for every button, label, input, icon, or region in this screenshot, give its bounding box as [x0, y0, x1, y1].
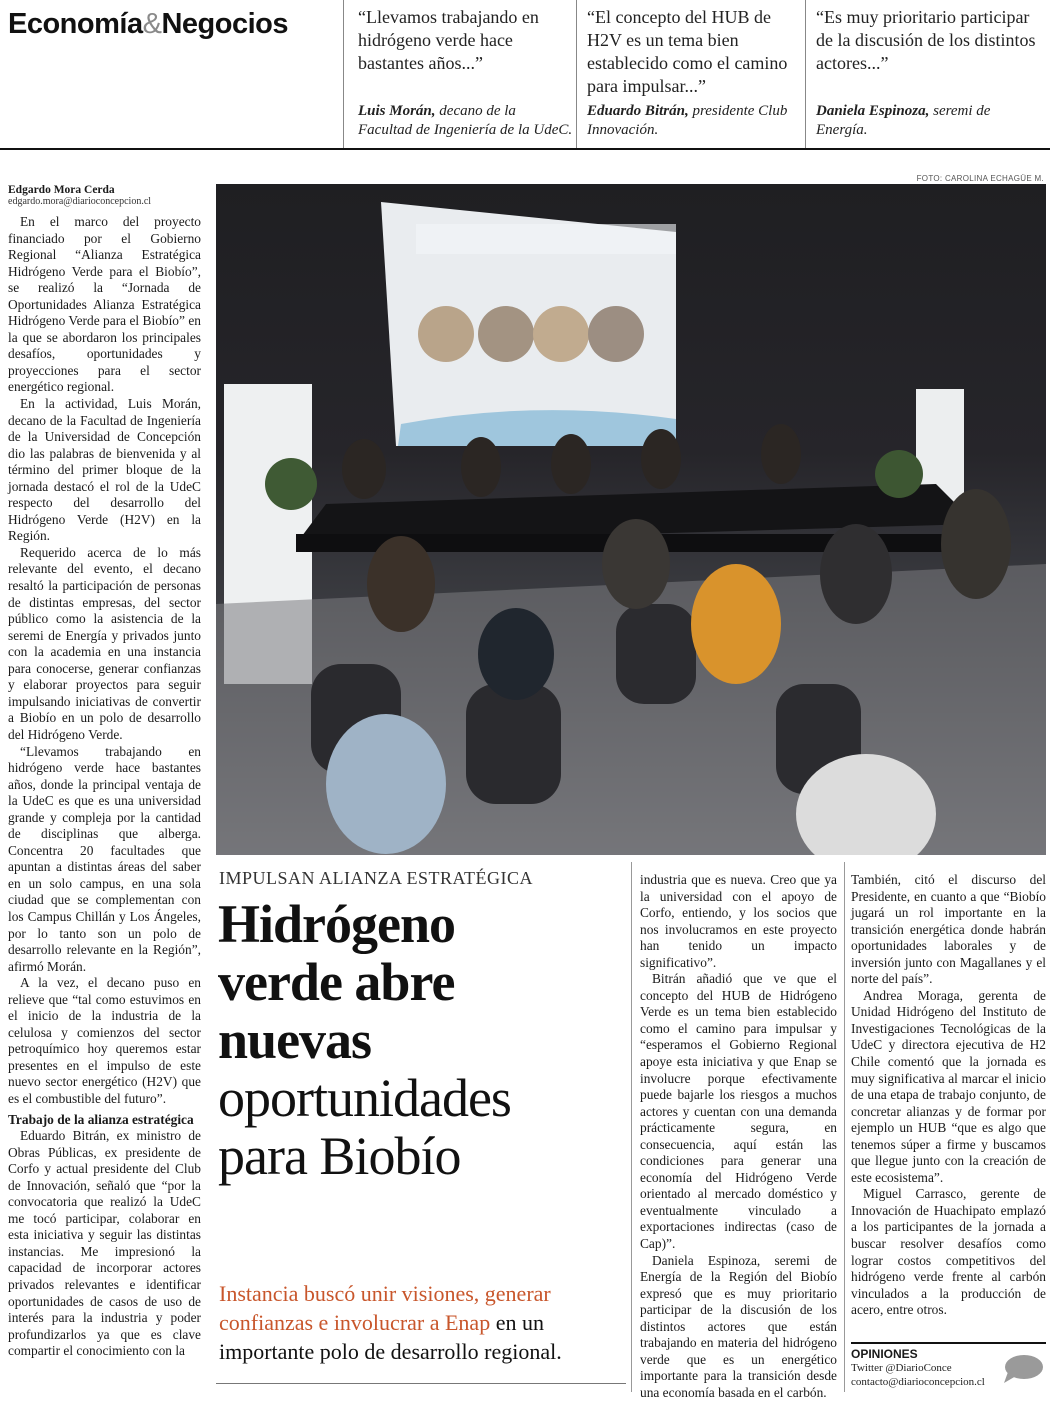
paragraph: “Llevamos trabajando en hidrógeno verde hace bastantes años, donde la principal ventaja de la UdeC es que es una universidad grande y compleja por la cantidad de disciplinas que alberga. Concentra 20 facultades que apuntan a distintas áreas del saber en un solo campus, en una sola ciudad que se complementan con los Campus Chillán y Los Ángeles, por lo tanto son un polo de desarrollo relevante en la Región”, afirmó Morán. [8, 743, 201, 974]
paragraph: También, citó el discurso del Presidente, en cuanto a que “Biobío jugará un rol importante en la transición energética donde habrán oportunidades laborales y de inversión junto con Magallanes y el norte del país”. [851, 872, 1046, 987]
kicker: IMPULSAN ALIANZA ESTRATÉGICA [219, 868, 534, 888]
speaker-portrait [478, 306, 534, 362]
section-title-main: Economía [8, 8, 143, 40]
deck-subtitle [219, 1279, 624, 1366]
headline [218, 895, 628, 1185]
header-divider [343, 0, 344, 148]
deck-rule [216, 1383, 626, 1384]
paragraph: En el marco del proyecto financiado por el Gobierno Regional “Alianza Estratégica Hidrógeno Verde para el Biobío”, se realizó la “Jornada de Oportunidades Alianza Estratégica Hidrógeno Verde para el Biobío” en la que se abordaron los principales desafíos, oportunidades y proyecciones para el sector energético regional. [8, 214, 201, 395]
paragraph: Daniela Espinoza, seremi de Energía de la Región del Biobío expresó que es muy prioritario participar de la discusión de los distintos actores que están trabajando en materia del hidrógeno verde que es un energético importante para la transición desde una economía basada en el carbón. [640, 1252, 837, 1400]
photo-credit: FOTO: CAROLINA ECHAGÜE M. [916, 174, 1044, 183]
pull-quote-author: Daniela Espinoza, seremi de Energía. [816, 103, 991, 138]
speaker-portrait [418, 306, 474, 362]
subheading: Trabajo de la alianza estratégica [8, 1111, 194, 1127]
opinions-twitter[interactable]: Twitter @DiarioConce [851, 1362, 952, 1374]
byline [8, 184, 208, 207]
deck-accent: Instancia buscó unir visiones, generar confianzas e involucrar a Enap [219, 1281, 551, 1335]
event-photo [216, 184, 1046, 855]
paragraph: industria que es nueva. Creo que ya la universidad con el apoyo de Corfo, entiendo, y los socios que nos involucramos en este proyecto han tenido un impacto significativo”. [640, 872, 837, 970]
headline-line: Hidrógeno [218, 894, 456, 954]
paragraph: Eduardo Bitrán, ex ministro de Obras Públicas, ex presidente de Corfo y actual presidente del Club de Innovación, señaló que “por la convocatoria que realizó la UdeC me tocó participar, colaborar en esta iniciativa y seguir las distintas instancias. Me impresionó la capacidad de incorporar actores privados relevantes e identificar oportunidades de casos de uso de interés para la industria y poder profundizarlos ya que es clave compartir el conocimiento con la [8, 1128, 201, 1359]
article-column-right [851, 872, 1046, 1319]
column-divider [631, 862, 632, 1392]
opinions-title: OPINIONES [851, 1347, 918, 1361]
paragraph: Requerido acerca de lo más relevante del evento, el decano resaltó la participación de personas de distintas empresas, del sector público como la asistencia de la seremi de Energía y privados junto con la academia en una instancia para conocerse, generar confianzas y elaborar proyectos para seguir impulsando iniciativas de convertir a Biobío en un polo de desarrollo del Hidrógeno Verde. [8, 544, 201, 742]
header-divider [805, 0, 806, 148]
column-divider [844, 862, 845, 1392]
paragraph: A la vez, el decano puso en relieve que “tal como estuvimos en el inicio de la industria de la celulosa y comienzos del sector petroquímico hoy queremos estar presentes en el impulso de este nuevo sector energético (H2V) que es el combustible del futuro”. [8, 975, 201, 1106]
pull-quote-3 [816, 6, 1036, 146]
paragraph: En la actividad, Luis Morán, decano de la Facultad de Ingeniería de la Universidad de Concepción dio las palabras de bienvenida y al término del primer bloque de la jornada destacó el rol de la UdeC respecto del desarrollo del Hidrógeno Verde (H2V) en la Región. [8, 396, 201, 544]
event-photo-illustration [216, 184, 1046, 855]
speech-bubble-icon [1000, 1354, 1044, 1384]
headline-line: para Biobío [218, 1126, 461, 1186]
page-header [0, 0, 1050, 148]
paragraph: Bitrán añadió que ve que el concepto del HUB de Hidrógeno Verde es un tema bien establecido como el camino para impulsar y “esperamos el Gobierno Regional apoye esta iniciativa y que Enap se involucre porque efectivamente puede bajarle los riesgos a muchos actores y cuentan con una demanda prácticamente segura, en consecuencia, aquí están las condiciones para generar una economía del Hidrógeno Verde orientado al mercado doméstico y eventualmente vinculado a exportaciones indirectas (caso de Cap)”. [640, 971, 837, 1252]
pull-quote-text: “El concepto del HUB de H2V es un tema bien establecido como el camino para impulsar...” [587, 7, 788, 96]
speaker-portrait [533, 306, 589, 362]
section-title-ampersand: & [142, 8, 162, 40]
deck-rest: en un importante polo de desarrollo regional. [219, 1310, 562, 1364]
plant [875, 450, 923, 498]
pull-quote-1 [358, 6, 573, 146]
pull-quote-text: “Es muy prioritario participar de la discusión de los distintos actores...” [816, 7, 1036, 73]
plant [265, 458, 317, 510]
header-divider [576, 0, 577, 148]
pull-quote-text: “Llevamos trabajando en hidrógeno verde hace bastantes años...” [358, 7, 539, 73]
pull-quote-author: Eduardo Bitrán, presidente Club Innovación. [587, 103, 788, 138]
section-title [8, 8, 338, 48]
article-column-left [8, 214, 201, 1360]
article-column-middle [640, 872, 837, 1402]
orange-jacket [691, 564, 781, 684]
paragraph: Andrea Moraga, gerenta de Unidad Hidrógeno del Instituto de Investigaciones Tecnológicas de la UdeC y directora ejecutiva de H2 Chile comentó que la jornada es muy significativa al marcar el inicio de una etapa de trabajo conjunto, de concretar alianzas y de formar por ejemplo un HUB “que es algo que tenemos súper a firme y buscamos que llegue junto con la creación de este ecosistema”. [851, 987, 1046, 1185]
opinions-box [851, 1342, 1046, 1400]
section-title-end: Negocios [161, 8, 288, 40]
pull-quote-2 [587, 6, 802, 146]
pull-quote-author: Luis Morán, decano de la Facultad de Ingeniería de la UdeC. [358, 103, 573, 138]
headline-line: nuevas [218, 1010, 372, 1070]
paragraph: Miguel Carrasco, gerente de Innovación de Huachipato emplazó a los participantes de la jornada a buscar resolver desafíos como lograr costos competitivos del hidrógeno verde frente al carbón vinculados a la producción de acero, entre otros. [851, 1186, 1046, 1318]
headline-line: oportunidades [218, 1068, 511, 1128]
opinions-email[interactable]: contacto@diarioconcepcion.cl [851, 1376, 985, 1388]
speaker-portrait [588, 306, 644, 362]
headline-line: verde abre [218, 952, 455, 1012]
byline-email[interactable]: edgardo.mora@diarioconcepcion.cl [8, 196, 152, 207]
byline-name: Edgardo Mora Cerda [8, 184, 115, 196]
header-rule [0, 148, 1050, 150]
